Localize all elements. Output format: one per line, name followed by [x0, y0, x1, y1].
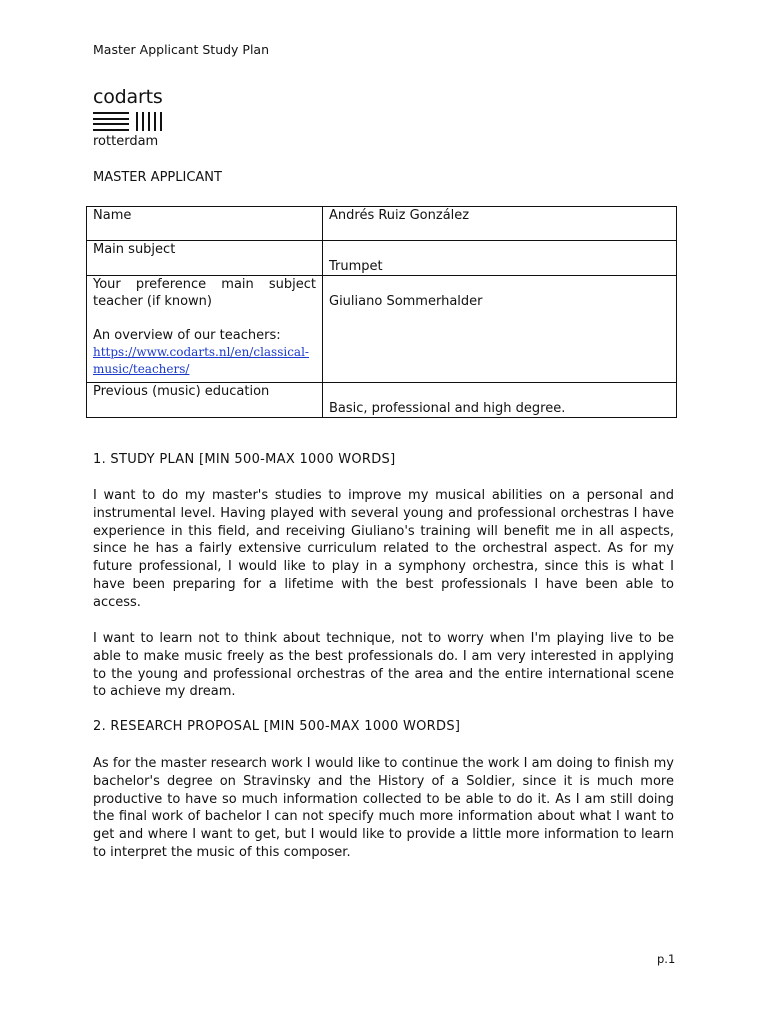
logo-top-text: codarts [93, 86, 163, 108]
codarts-logo [93, 86, 163, 150]
applicant-info-table [86, 206, 677, 418]
section-heading-research-proposal: 2. RESEARCH PROPOSAL [MIN 500-MAX 1000 WORDS] [93, 719, 461, 734]
study-plan-paragraph-1: I want to do my master's studies to improve my musical abilities on a personal and instrumental level. Having played with several young and professional orchestras I have experience in this field, and receiving Giuliano's training will benefit me in all aspects, since he has a fairly extensive curriculum related to the orchestral aspect. As for my future professional, I would like to play in a symphony orchestra, since this is what I have been preparing for a lifetime with the best professionals I have been able to access. [93, 488, 674, 610]
row-label-text: Your preference main subject teacher (if known) [93, 277, 316, 309]
row-value [323, 383, 677, 418]
page-number: p.1 [657, 952, 676, 966]
table-row-education [87, 383, 677, 418]
row-value-text: Basic, professional and high degree. [329, 401, 566, 416]
study-plan-paragraph-2: I want to learn not to think about technique, not to worry when I'm playing live to be able to make music freely as the best professionals do. I am very interested in applying to the young and professional orchestras of the area and the entire international scene to achieve my dream. [93, 631, 674, 700]
teachers-overview-note: An overview of our teachers: [93, 328, 281, 343]
research-proposal-paragraph: As for the master research work I would like to continue the work I am doing to finish my bachelor's degree on Stravinsky and the History of a Soldier, since it is much more productive to have so much information collected to be able to do it. As I am still doing the final work of bachelor I can not specify much more information about what I want to get and where I want to get, but I would like to provide a little more information to learn to interpret the music of this composer. [93, 756, 674, 860]
row-value-text: Giuliano Sommerhalder [329, 294, 483, 309]
row-label [87, 276, 323, 383]
row-value-text: Trumpet [329, 259, 383, 274]
row-value [323, 241, 677, 276]
running-header: Master Applicant Study Plan [93, 42, 270, 57]
row-label: Previous (music) education [87, 383, 323, 418]
section-heading-study-plan: 1. STUDY PLAN [MIN 500-MAX 1000 WORDS] [93, 452, 396, 467]
row-label: Main subject [87, 241, 323, 276]
section-title-master-applicant: MASTER APPLICANT [93, 170, 222, 185]
table-row-name [87, 207, 677, 241]
logo-bottom-text: rotterdam [93, 134, 159, 149]
table-row-main-subject [87, 241, 677, 276]
teachers-overview-link[interactable]: https://www.codarts.nl/en/classical-music/teachers/ [93, 345, 309, 376]
row-value: Andrés Ruiz González [323, 207, 677, 241]
row-label: Name [87, 207, 323, 241]
row-value [323, 276, 677, 383]
table-row-teacher [87, 276, 677, 383]
logo-mark-icon [93, 111, 163, 131]
